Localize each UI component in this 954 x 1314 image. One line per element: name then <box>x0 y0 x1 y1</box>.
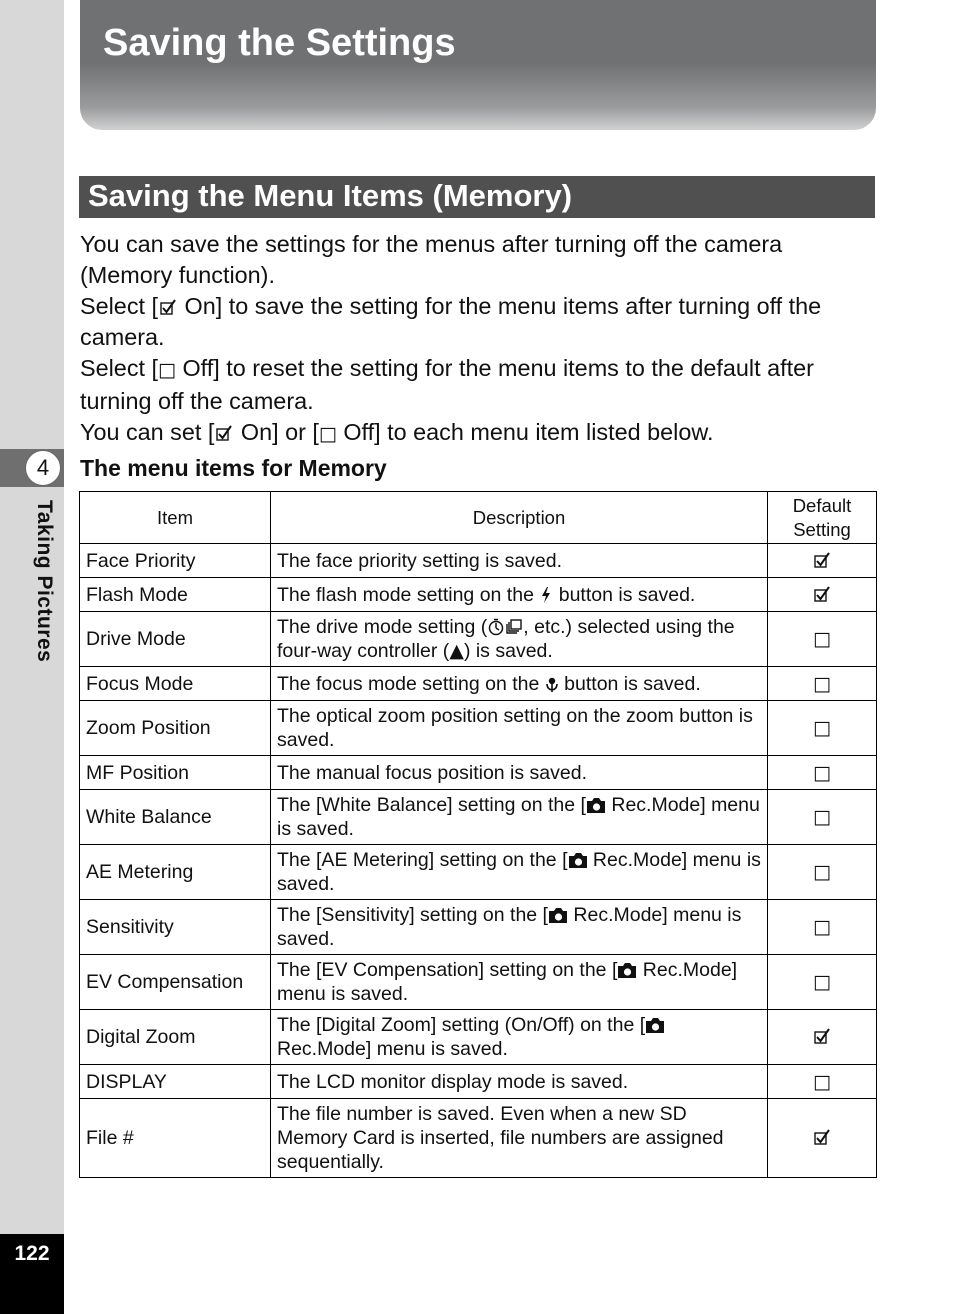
default-cell <box>768 701 877 756</box>
text-run: Rec.Mode] menu is saved. <box>277 794 760 840</box>
table-row <box>80 955 877 1010</box>
item-cell: White Balance <box>80 790 271 845</box>
checkmark-on-icon <box>812 550 832 570</box>
text-run: The [Sensitivity] setting on the [ <box>277 904 548 926</box>
text-run: On] or [ <box>234 419 319 445</box>
item-cell: AE Metering <box>80 845 271 900</box>
camera-icon <box>548 907 568 924</box>
checkbox-off-icon: □ <box>813 717 831 739</box>
text-run: The drive mode setting ( <box>277 616 488 638</box>
text-run: You can set [ <box>80 419 215 445</box>
item-cell: Face Priority <box>80 544 271 578</box>
table-row <box>80 612 877 667</box>
description-cell <box>271 955 768 1010</box>
camera-icon <box>645 1017 665 1034</box>
default-cell <box>768 612 877 667</box>
self-timer-icon <box>487 618 505 636</box>
checkbox-off-icon: □ <box>813 971 831 993</box>
item-cell: Flash Mode <box>80 578 271 612</box>
intro-paragraph <box>80 291 880 353</box>
header-text: Setting <box>793 518 851 540</box>
table-row <box>80 756 877 790</box>
text-run: The [EV Compensation] setting on the [ <box>277 959 618 981</box>
description-cell: The manual focus position is saved. <box>271 756 768 790</box>
description-cell: The face priority setting is saved. <box>271 544 768 578</box>
text-run: The [Digital Zoom] setting (On/Off) on the [ <box>277 1014 646 1036</box>
intro-paragraph <box>80 417 880 450</box>
item-cell: Digital Zoom <box>80 1010 271 1065</box>
text-run: Off] to each menu item listed below. <box>336 419 714 445</box>
text-run: ) is saved. <box>463 640 553 662</box>
flash-icon <box>539 586 553 604</box>
item-cell: MF Position <box>80 756 271 790</box>
description-cell <box>271 790 768 845</box>
text-run: The focus mode setting on the <box>277 672 545 695</box>
item-cell: Focus Mode <box>80 667 271 701</box>
continuous-shooting-icon <box>505 618 523 636</box>
text-run: The [White Balance] setting on the [ <box>277 794 586 816</box>
description-cell <box>271 578 768 612</box>
checkbox-off-icon: □ <box>813 916 831 938</box>
checkbox-off-icon: □ <box>813 1070 831 1093</box>
default-cell <box>768 790 877 845</box>
camera-icon <box>586 797 606 814</box>
item-cell: EV Compensation <box>80 955 271 1010</box>
memory-items-table <box>79 491 877 1178</box>
text-run: On] to save the setting for the menu items after turning off the camera. <box>80 293 822 350</box>
description-cell <box>271 1010 768 1065</box>
column-header-default <box>768 492 877 544</box>
table-row <box>80 701 877 756</box>
section-bar <box>79 176 875 218</box>
text-run: Rec.Mode] menu is saved. <box>277 904 742 950</box>
text-run: The [AE Metering] setting on the [ <box>277 849 568 871</box>
table-heading: The menu items for Memory <box>80 455 387 481</box>
description-cell <box>271 612 768 667</box>
text-run: Rec.Mode] menu is saved. <box>277 1038 508 1060</box>
table-row <box>80 1010 877 1065</box>
item-cell: Sensitivity <box>80 900 271 955</box>
header-banner <box>80 0 876 130</box>
default-cell <box>768 845 877 900</box>
description-cell <box>271 845 768 900</box>
default-cell <box>768 544 877 578</box>
text-run: button is saved. <box>558 672 701 695</box>
description-cell <box>271 667 768 701</box>
default-cell <box>768 1065 877 1099</box>
description-cell: The file number is saved. Even when a new SD Memory Card is inserted, file numbers are assigned sequentially. <box>271 1099 768 1178</box>
default-cell <box>768 1010 877 1065</box>
intro-text <box>80 229 880 450</box>
table-row <box>80 578 877 612</box>
default-cell <box>768 1099 877 1178</box>
default-cell <box>768 955 877 1010</box>
page-number-box <box>0 1234 64 1314</box>
section-title: Saving the Menu Items (Memory) <box>88 178 573 213</box>
checkmark-on-icon <box>812 1127 832 1147</box>
checkmark-on-icon <box>158 297 178 317</box>
checkmark-on-icon <box>812 584 832 604</box>
default-cell <box>768 667 877 701</box>
page-title: Saving the Settings <box>103 22 456 64</box>
column-header-description: Description <box>271 492 768 544</box>
table-row <box>80 1099 877 1178</box>
camera-icon <box>617 962 637 979</box>
table-row <box>80 667 877 701</box>
checkmark-on-icon <box>812 1026 832 1046</box>
description-cell: The LCD monitor display mode is saved. <box>271 1065 768 1099</box>
default-cell <box>768 756 877 790</box>
intro-paragraph: You can save the settings for the menus after turning off the camera (Memory function). <box>80 231 783 288</box>
checkbox-off-icon: □ <box>158 359 176 381</box>
table-row <box>80 544 877 578</box>
checkbox-off-icon: □ <box>813 806 831 828</box>
chapter-title: Taking Pictures <box>33 500 56 663</box>
default-cell <box>768 578 877 612</box>
table-row <box>80 790 877 845</box>
checkbox-off-icon: □ <box>813 628 831 650</box>
table-row <box>80 900 877 955</box>
item-cell: Drive Mode <box>80 612 271 667</box>
table-header-row <box>80 492 877 544</box>
text-run: , etc.) selected using the four-way controller ( <box>277 616 735 662</box>
camera-icon <box>568 852 588 869</box>
checkbox-off-icon: □ <box>318 423 337 445</box>
column-header-item: Item <box>80 492 271 544</box>
description-cell: The optical zoom position setting on the zoom button is saved. <box>271 701 768 756</box>
default-cell <box>768 900 877 955</box>
item-cell: File # <box>80 1099 271 1178</box>
checkmark-on-icon <box>214 423 234 443</box>
up-arrow-icon: ▲ <box>449 640 464 662</box>
table-row <box>80 845 877 900</box>
checkbox-off-icon: □ <box>813 672 831 695</box>
text-run: The flash mode setting on the <box>277 583 540 606</box>
item-cell: Zoom Position <box>80 701 271 756</box>
item-cell: DISPLAY <box>80 1065 271 1099</box>
text-run: Select [ <box>80 293 159 319</box>
checkbox-off-icon: □ <box>813 861 831 883</box>
checkbox-off-icon: □ <box>813 761 831 784</box>
description-cell <box>271 900 768 955</box>
chapter-number: 4 <box>25 450 61 486</box>
intro-paragraph <box>80 353 880 417</box>
table-row <box>80 1065 877 1099</box>
text-run: Rec.Mode] menu is saved. <box>277 849 761 895</box>
text-run: button is saved. <box>553 583 696 606</box>
text-run: Off] to reset the setting for the menu items to the default after turning off the camera. <box>80 355 814 414</box>
macro-flower-icon <box>545 675 559 693</box>
page-number: 122 <box>14 1242 50 1265</box>
text-run: Select [ <box>80 355 159 381</box>
text-run: Rec.Mode] menu is saved. <box>277 959 738 1005</box>
header-text: Default <box>792 494 852 516</box>
